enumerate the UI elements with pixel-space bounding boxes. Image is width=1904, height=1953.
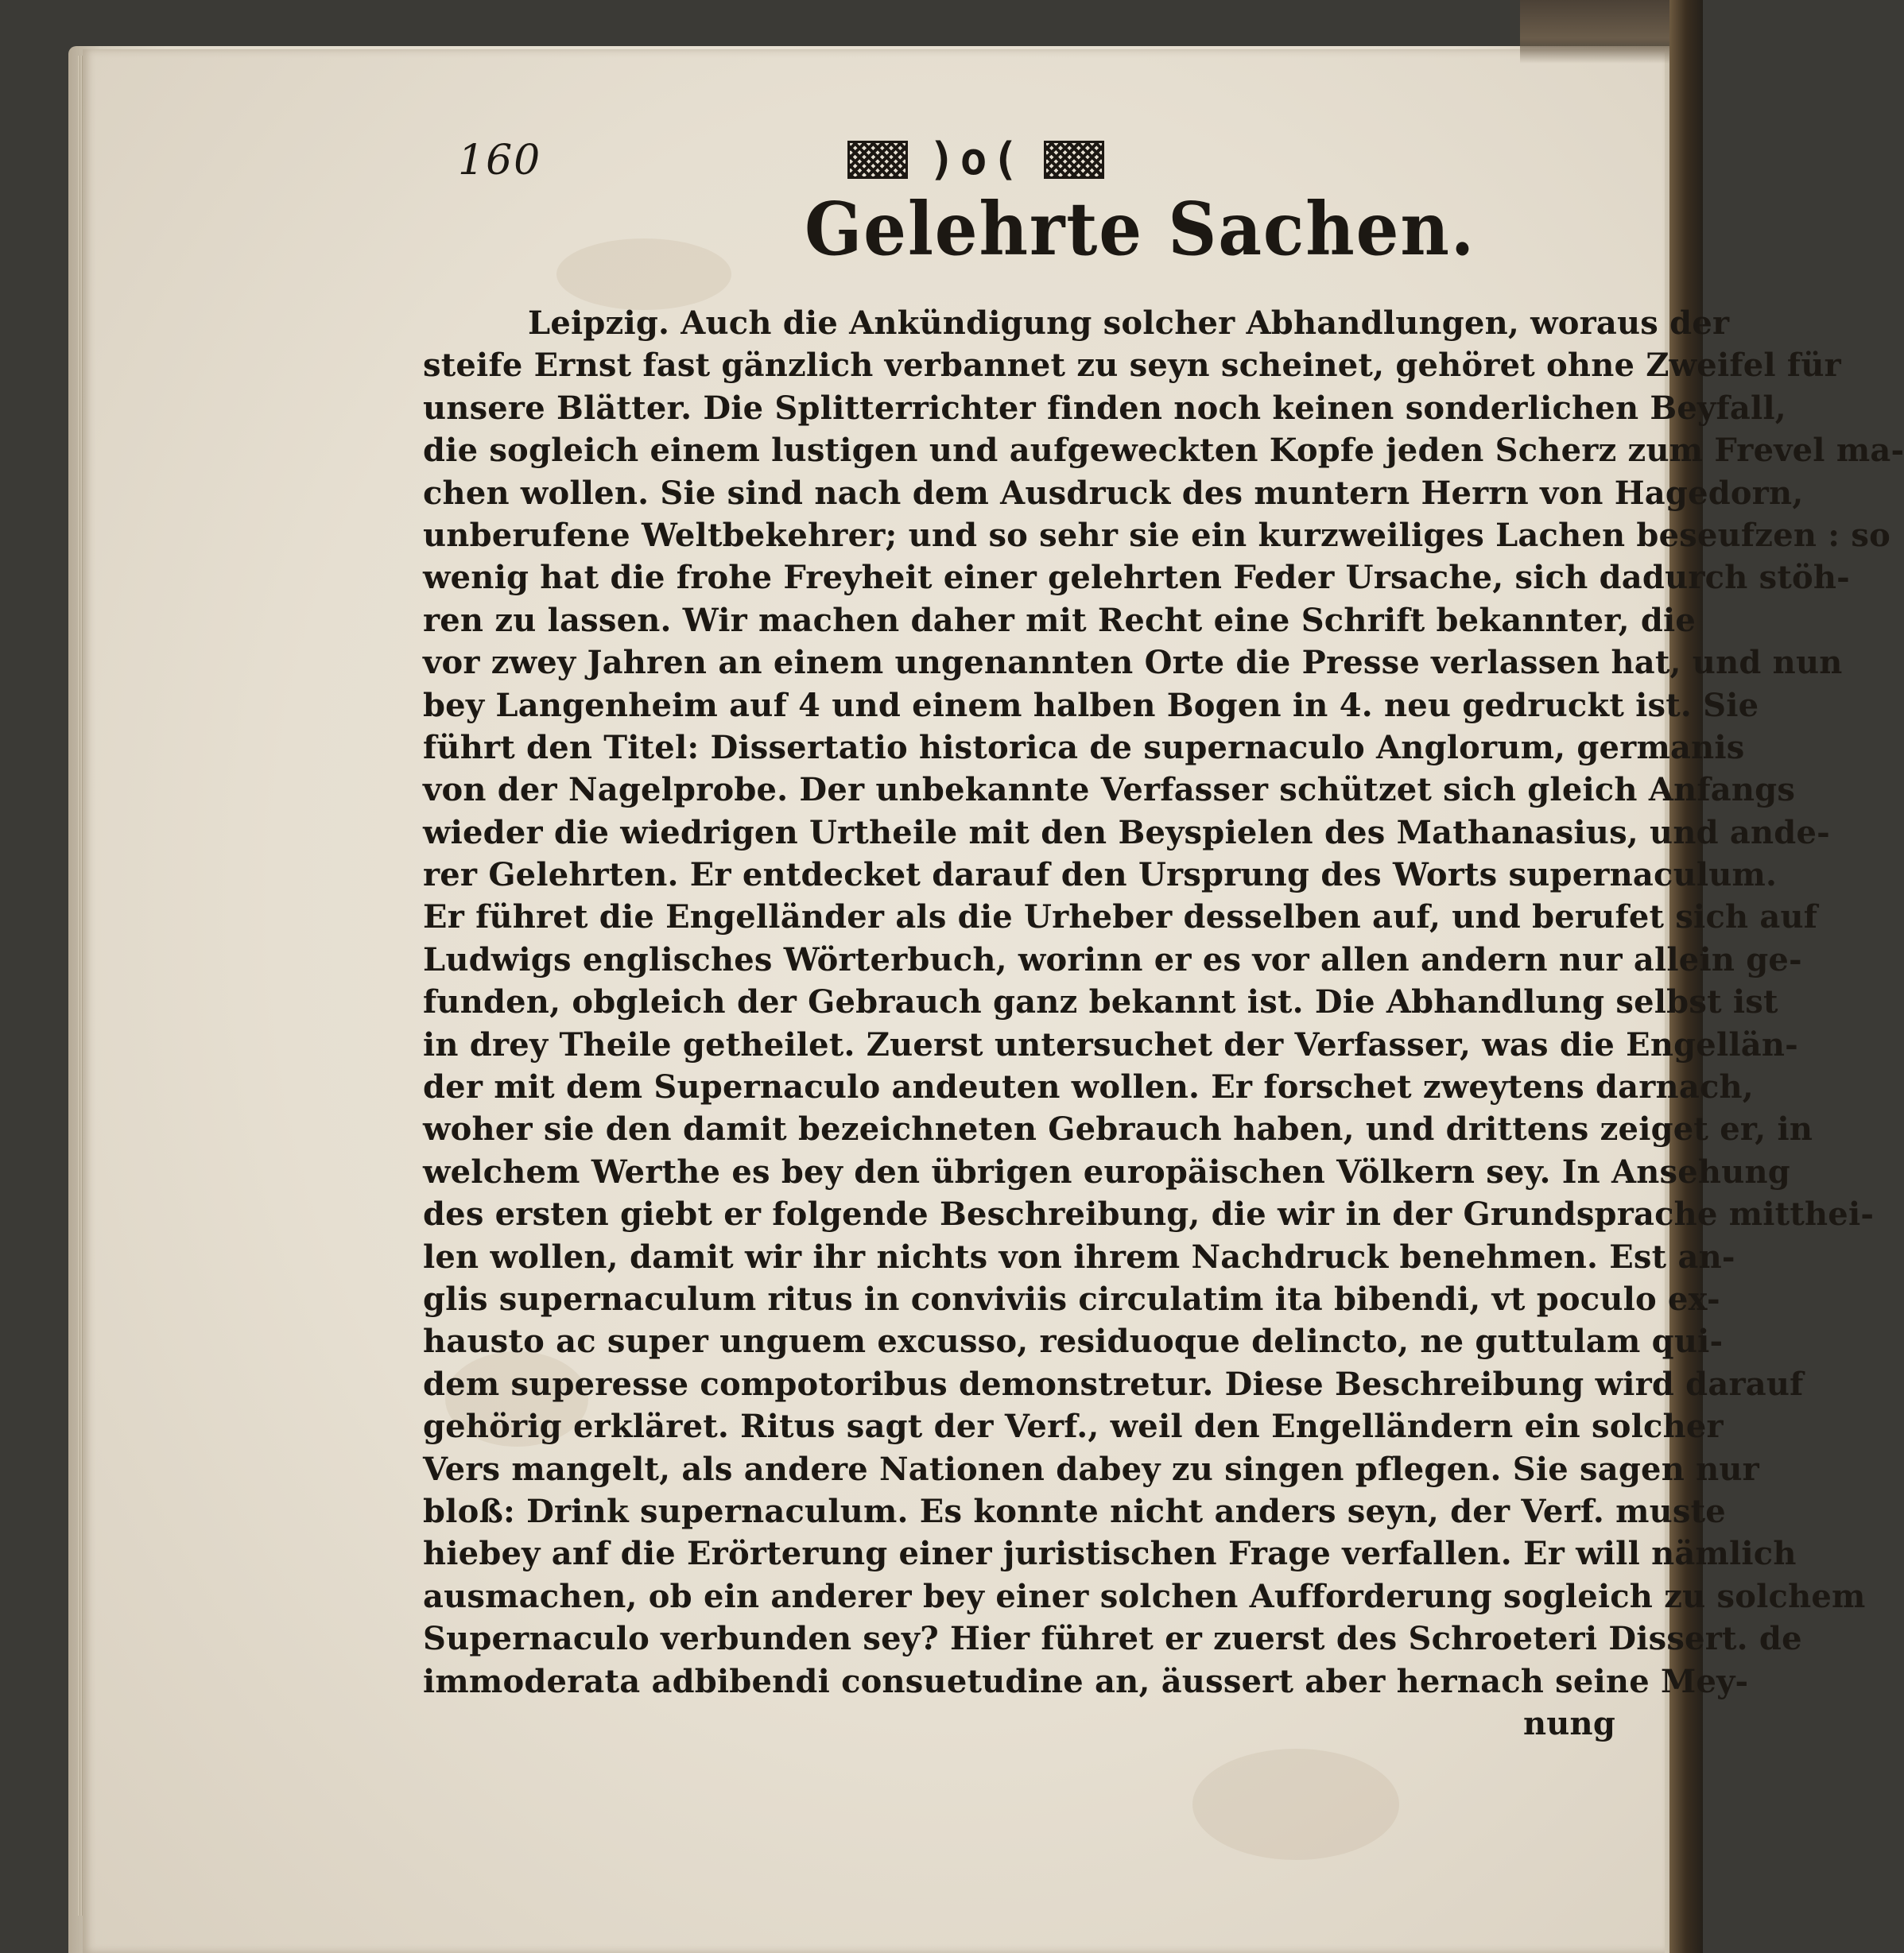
text-line: glis supernaculum ritus in conviviis circulatim ita bibendi, vt poculo ex- — [423, 1280, 1720, 1318]
text-line: unsere Blätter. Die Splitterrichter finden noch keinen sonderlichen Beyfall, — [423, 389, 1786, 427]
text-line: bey Langenheim auf 4 und einem halben Bogen in 4. neu gedruckt ist. Sie — [423, 686, 1759, 724]
text-line: hiebey anf die Erörterung einer juristischen Frage verfallen. Er will nämlich — [423, 1535, 1797, 1573]
running-head-text: )o( — [929, 134, 1024, 185]
text-line: chen wollen. Sie sind nach dem Ausdruck des muntern Herrn von Hagedorn, — [423, 474, 1804, 512]
running-head — [847, 134, 1104, 185]
text-line: nung — [1522, 1704, 1615, 1742]
text-line: ren zu lassen. Wir machen daher mit Recht eine Schrift bekannter, die — [423, 601, 1697, 639]
article-body — [423, 302, 1904, 1745]
ornament-left-icon — [847, 141, 908, 179]
text-line: wieder die wiedrigen Urtheile mit den Beyspielen des Mathanasius, und ande- — [423, 813, 1830, 851]
text-line: funden, obgleich der Gebrauch ganz bekannt ist. Die Abhandlung selbst ist — [423, 983, 1778, 1021]
ornament-right-icon — [1044, 141, 1104, 179]
text-line: vor zwey Jahren an einem ungenannten Orte die Presse verlassen hat, und nun — [423, 644, 1843, 682]
text-line: dem superesse compotoribus demonstretur. Diese Beschreibung wird darauf — [423, 1365, 1804, 1403]
text-line: woher sie den damit bezeichneten Gebrauch haben, und drittens zeiget er, in — [423, 1110, 1813, 1149]
text-line: hausto ac super unguem excusso, residuoque delincto, ne guttulam qui- — [423, 1323, 1724, 1361]
page-number: 160 — [458, 137, 542, 184]
text-line: des ersten giebt er folgende Beschreibung, die wir in der Grundsprache mitthei- — [423, 1195, 1875, 1234]
text-line: wenig hat die frohe Freyheit einer gelehrten Feder Ursache, sich dadurch stöh- — [423, 559, 1850, 597]
text-line: der mit dem Supernaculo andeuten wollen. Er forschet zweytens darnach, — [423, 1068, 1754, 1106]
text-line: führt den Titel: Dissertatio historica de supernaculo Anglorum, germanis — [423, 728, 1745, 766]
text-line: in drey Theile getheilet. Zuerst untersuchet der Verfasser, was die Engellän- — [423, 1025, 1798, 1064]
text-line: unberufene Weltbekehrer; und so sehr sie ein kurzweiliges Lachen beseufzen : so — [423, 516, 1890, 554]
text-line: immoderata adbibendi consuetudine an, äussert aber hernach seine Mey- — [423, 1662, 1749, 1700]
text-line: rer Gelehrten. Er entdecket darauf den Ursprung des Worts supernaculum. — [423, 856, 1778, 894]
text-line: ausmachen, ob ein anderer bey einer solchen Aufforderung sogleich zu solchem — [423, 1577, 1866, 1615]
text-line: von der Nagelprobe. Der unbekannte Verfasser schützet sich gleich Anfangs — [423, 771, 1796, 809]
text-line: Supernaculo verbunden sey? Hier führet er zuerst des Schroeteri Dissert. de — [423, 1620, 1802, 1658]
text-line: bloß: Drink supernaculum. Es konnte nicht anders seyn, der Verf. muste — [423, 1492, 1726, 1530]
text-line: Ludwigs englisches Wörterbuch, worinn er es vor allen andern nur allein ge- — [423, 940, 1802, 978]
text-line: Leipzig. Auch die Ankündigung solcher Abhandlungen, woraus der — [528, 304, 1730, 342]
text-line: len wollen, damit wir ihr nichts von ihrem Nachdruck benehmen. Est an- — [423, 1238, 1735, 1276]
text-line: Er führet die Engelländer als die Urheber desselben auf, und berufet sich auf — [423, 898, 1818, 936]
text-line: gehörig erkläret. Ritus sagt der Verf., weil den Engelländern ein solcher — [423, 1408, 1724, 1446]
section-title: Gelehrte Sachen. — [805, 186, 1476, 272]
text-line: welchem Werthe es bey den übrigen europäischen Völkern sey. In Ansehung — [423, 1153, 1790, 1191]
text-line: die sogleich einem lustigen und aufgeweckten Kopfe jeden Scherz zum Frevel ma- — [423, 432, 1904, 470]
text-line: steife Ernst fast gänzlich verbannet zu seyn scheinet, gehöret ohne Zweifel für — [423, 347, 1841, 385]
text-line: Vers mangelt, als andere Nationen dabey zu singen pflegen. Sie sagen nur — [423, 1450, 1759, 1488]
